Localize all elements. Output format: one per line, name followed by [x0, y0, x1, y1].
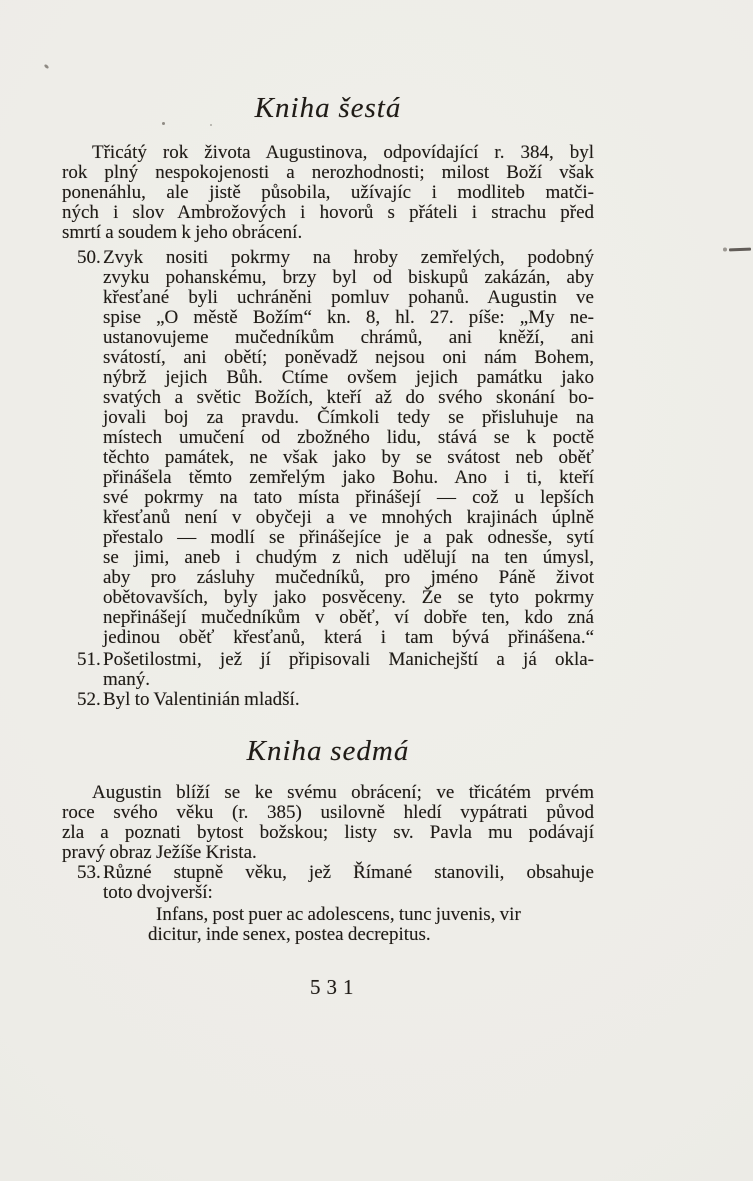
margin-mark	[729, 248, 751, 251]
text-line: těchto památek, ne však jako by se svátost neb oběť	[103, 447, 594, 468]
text-line: rok plný nespokojenosti a nerozhodnosti; milost Boží však	[62, 162, 594, 183]
text-line: přestalo — modlí se přinášejíce je a pak odnesše, sytí	[103, 527, 594, 548]
text-line: přinášela těmto zemřelým jako Bohu. Ano i ti, kteří	[103, 467, 594, 488]
text-line: Byl to Valentinián mladší.	[103, 689, 300, 710]
text-block	[62, 92, 594, 945]
text-line: se jimi, aneb i chudým z nich udělují na ten úmysl,	[103, 547, 594, 568]
paragraph	[62, 783, 594, 863]
scan-speck	[162, 122, 165, 125]
numbered-item-51	[62, 650, 594, 690]
paragraph	[62, 143, 594, 243]
text-line: nepřinášejí mučedníkům v oběť, ví dobře ten, kdo zná	[103, 607, 594, 628]
item-number: 51.	[77, 649, 101, 670]
text-line: aby pro zásluhy mučedníků, pro jméno Páně život	[103, 567, 594, 588]
verse	[62, 905, 594, 945]
text-line: nýbrž jejich Bůh. Ctíme ovšem jejich památku jako	[103, 367, 594, 388]
book-heading: Kniha sedmá	[246, 735, 410, 767]
text-line: Augustin blíží se ke svému obrácení; ve třicátém prvém	[92, 782, 594, 803]
text-line: Pošetilostmi, jež jí připisovali Manichejští a já okla-	[103, 649, 594, 670]
text-line: křesťané byli uchráněni pomluv pohanů. Augustin ve	[103, 287, 594, 308]
text-line: Infans, post puer ac adolescens, tunc juvenis, vir	[156, 904, 521, 925]
item-number: 53.	[77, 862, 101, 883]
text-line: obětovavších, byly jako posvěceny. Že se tyto pokrmy	[103, 587, 594, 608]
text-line: maný.	[103, 669, 150, 690]
item-number: 50.	[77, 247, 101, 268]
text-line: ných i slov Ambrožových i hovorů s přáteli i strachu před	[62, 202, 594, 223]
book-heading: Kniha šestá	[254, 92, 402, 124]
scan-speck	[44, 64, 50, 70]
scan-speck	[210, 124, 212, 126]
page-number: 531	[310, 975, 360, 999]
numbered-item-50	[62, 248, 594, 648]
text-line: zla a poznati bytost božskou; listy sv. Pavla mu podávají	[62, 822, 594, 843]
text-line: jedinou oběť křesťanů, která i tam bývá přinášena.“	[103, 627, 594, 648]
text-line: ustanovujeme mučedníkům chrámů, ani kněží, ani	[103, 327, 594, 348]
item-number: 52.	[77, 689, 101, 710]
text-line: Různé stupně věku, jež Římané stanovili, obsahuje	[103, 862, 594, 883]
text-line: Zvyk nositi pokrmy na hroby zemřelých, podobný	[103, 247, 594, 268]
text-line: toto dvojverší:	[103, 882, 213, 903]
text-line: dicitur, inde senex, postea decrepitus.	[148, 924, 431, 945]
text-line: křesťanů není v obyčeji a ve mnohých krajinách úplně	[103, 507, 594, 528]
text-line: své pokrmy na tato místa přinášejí — což u lepších	[103, 487, 594, 508]
text-line: smrtí a soudem k jeho obrácení.	[62, 222, 303, 243]
text-line: ponenáhlu, ale jistě působila, užívajíc i modliteb matči-	[62, 182, 594, 203]
text-line: zvyku pohanskému, brzy byl od biskupů zakázán, aby	[103, 267, 594, 288]
text-line: Třicátý rok života Augustinova, odpovídající r. 384, byl	[92, 142, 594, 163]
text-line: svátostí, ani obětí; poněvadž nejsou oni nám Bohem,	[103, 347, 594, 368]
numbered-item-52	[62, 690, 594, 710]
numbered-item-53	[62, 863, 594, 903]
text-line: pravý obraz Ježíše Krista.	[62, 842, 257, 863]
text-line: spise „O městě Božím“ kn. 8, hl. 27. píše: „My ne-	[103, 307, 594, 328]
text-line: jovali boj za pravdu. Čímkoli tedy se přisluhuje na	[103, 407, 594, 428]
text-line: roce svého věku (r. 385) usilovně hledí vypátrati původ	[62, 802, 594, 823]
text-line: místech umučení od zbožného lidu, stává se k poctě	[103, 427, 594, 448]
text-line: svatých a světic Božích, kteří až do svého skonání bo-	[103, 387, 594, 408]
